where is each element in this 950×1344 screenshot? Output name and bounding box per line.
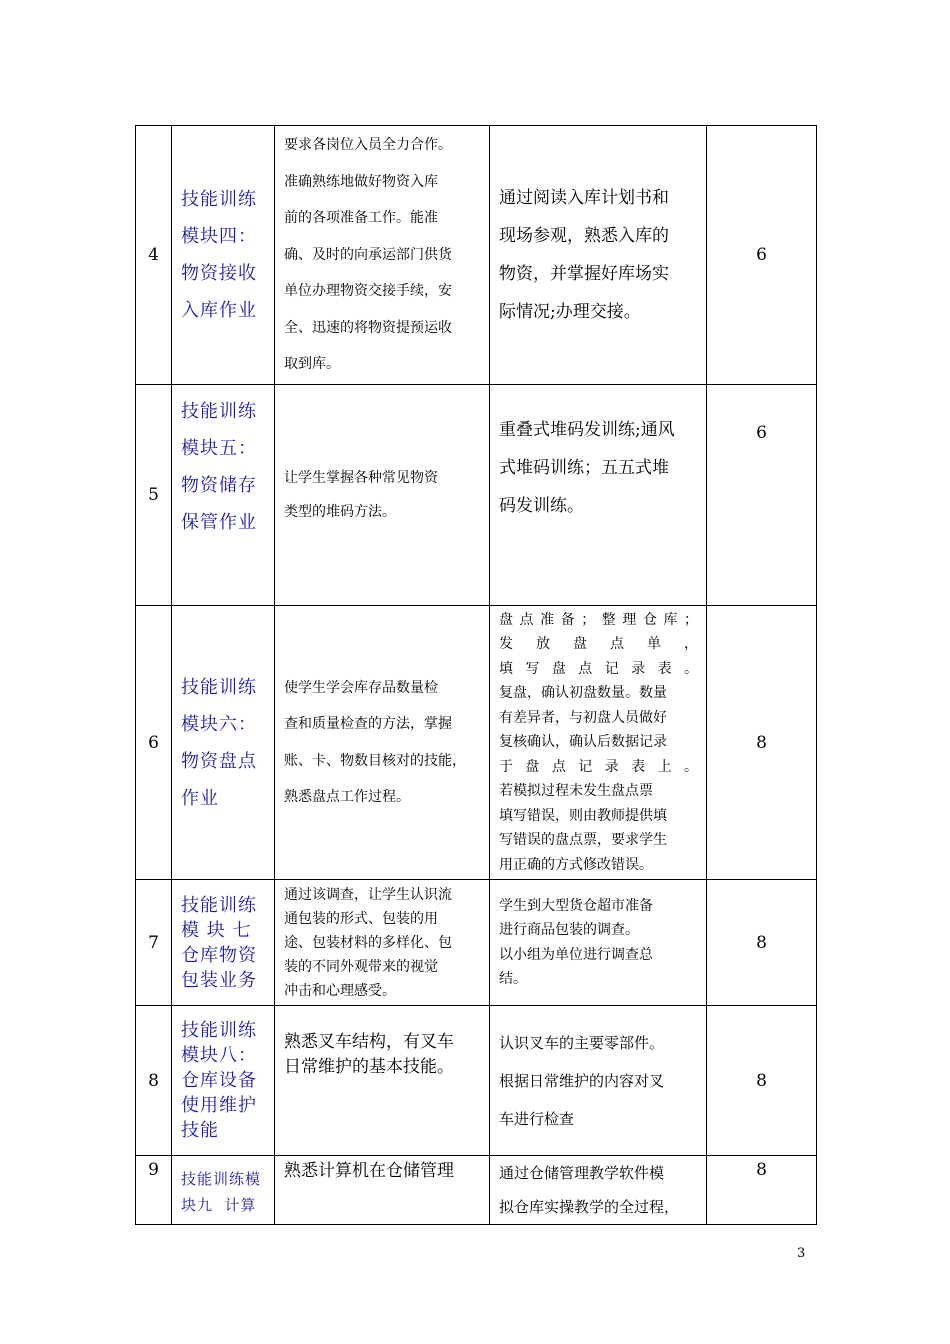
goal-line: 日常维护的基本技能。 [284,1057,454,1077]
class-hours: 8 [707,1156,817,1225]
content-line: 进行商品包装的调查。 [499,922,639,938]
table-row [136,1006,817,1156]
class-hours: 8 [707,880,817,1006]
module-line: 物资盘点 [181,750,257,772]
goal-line: 熟悉计算机在仓储管理 [284,1161,454,1181]
content-line: 发放盘点单， [499,636,698,653]
content-line: 认识叉车的主要零部件。 [499,1033,665,1052]
content-line: 于盘点记录表上。 [499,758,698,775]
module-line: 技能训练 [181,1020,257,1041]
training-goal [275,606,490,880]
class-hours: 8 [707,1006,817,1156]
content-line: 学生到大型货仓超市准备 [499,897,653,914]
training-content [490,1006,707,1156]
goal-line: 熟悉叉车结构，有叉车 [284,1032,454,1052]
content-line: 通过阅读入库计划书和 [499,188,669,208]
goal-line: 准确熟练地做好物资入库 [284,173,438,190]
training-goal [275,126,490,385]
training-content [490,1156,707,1225]
module-line: 模块五： [181,438,257,459]
training-goal [275,1156,490,1225]
content-line: 结。 [499,971,527,987]
module-line: 包装业务 [181,969,257,991]
goal-line: 要求各岗位入员全力合作。 [284,137,452,154]
module-name [172,1156,275,1225]
table-row [136,1156,817,1225]
module-line: 技能 [181,1120,219,1141]
class-hours: 6 [707,385,817,606]
content-line: 若模拟过程未发生盘点票 [499,783,653,800]
module-line: 技能训练模 [181,1170,262,1188]
class-hours: 8 [707,606,817,880]
goal-line: 全、迅速的将物资提预运收 [284,319,452,336]
content-line: 际情况;办理交接。 [499,302,641,322]
table-row [136,385,817,606]
module-line: 块九 计算 [181,1196,257,1214]
training-content [490,385,707,606]
content-line: 有差异者，与初盘人员做好 [499,709,667,726]
goal-line: 单位办理物资交接手续，安 [284,283,452,300]
module-line: 使用维护 [181,1095,257,1116]
row-number: 7 [136,880,172,1006]
module-line: 仓库设备 [181,1070,257,1091]
module-line: 保管作业 [181,512,257,533]
training-goal [275,385,490,606]
goal-line: 前的各项准备工作。能准 [284,210,438,227]
content-line: 车进行检查 [499,1109,575,1128]
content-line: 重叠式堆码发训练;通风 [499,420,675,440]
content-line: 复核确认，确认后数据记录 [499,734,667,751]
content-line: 通过仓储管理教学软件模 [499,1164,665,1182]
module-name [172,385,275,606]
training-goal [275,1006,490,1156]
training-content [490,606,707,880]
goal-line: 途、包装材料的多样化、包 [284,934,452,951]
goal-line: 让学生掌握各种常见物资 [284,470,438,486]
row-number: 5 [136,385,172,606]
course-table [135,125,817,1225]
content-line: 以小组为单位进行调查总 [499,946,653,963]
module-line: 模块六： [181,713,257,735]
content-line: 写错误的盘点票，要求学生 [499,832,667,849]
row-number: 6 [136,606,172,880]
row-number: 4 [136,126,172,385]
goal-line: 取到库。 [284,356,340,373]
module-line: 作业 [181,787,219,809]
goal-line: 通过该调查，让学生认识流 [284,886,452,903]
module-line: 物资储存 [181,475,257,496]
module-line: 技能训练 [181,676,257,698]
content-line: 根据日常维护的内容对叉 [499,1071,665,1090]
table-row [136,880,817,1006]
module-line: 模 块 七 [181,919,252,941]
module-name [172,1006,275,1156]
module-line: 模块四： [181,226,257,247]
module-line: 技能训练 [181,189,257,210]
module-line: 仓库物资 [181,944,257,966]
module-name [172,880,275,1006]
content-line: 式堆码训练；五五式堆 [499,458,669,478]
content-line: 拟仓库实操教学的全过程， [499,1198,680,1216]
module-line: 入库作业 [181,300,257,321]
content-line: 现场参观，熟悉入库的 [499,226,669,246]
goal-line: 确、及时的向承运部门供货 [284,246,452,263]
goal-line: 类型的堆码方法。 [284,504,396,520]
module-line: 技能训练 [181,401,257,422]
content-line: 码发训练。 [499,496,584,516]
row-number: 9 [136,1156,172,1225]
goal-line: 账、卡、物数目核对的技能， [284,752,466,769]
goal-line: 冲击和心理感受。 [284,982,396,999]
table-row [136,126,817,385]
training-content [490,126,707,385]
goal-line: 查和质量检查的方法，掌握 [284,716,452,732]
goal-line: 装的不同外观带来的视觉 [284,958,438,975]
module-name [172,126,275,385]
training-goal [275,880,490,1006]
row-number: 8 [136,1006,172,1156]
page-number: 3 [797,1246,806,1261]
content-line: 填写盘点记录表。 [499,660,698,677]
goal-line: 熟悉盘点工作过程。 [284,789,410,805]
content-line: 盘点准备；整理仓库； [499,611,698,628]
module-name [172,606,275,880]
content-line: 用正确的方式修改错误。 [499,856,653,873]
goal-line: 通包装的形式、包装的用 [284,910,438,927]
content-line: 填写错误，则由教师提供填 [499,807,667,824]
module-line: 模块八： [181,1045,257,1066]
training-content [490,880,707,1006]
table-row [136,606,817,880]
module-line: 物资接收 [181,263,257,284]
content-line: 复盘，确认初盘数量。数量 [499,685,667,702]
module-line: 技能训练 [181,894,257,916]
content-line: 物资，并掌握好库场实 [499,264,669,284]
class-hours: 6 [707,126,817,385]
goal-line: 使学生学会库存品数量检 [284,679,438,696]
